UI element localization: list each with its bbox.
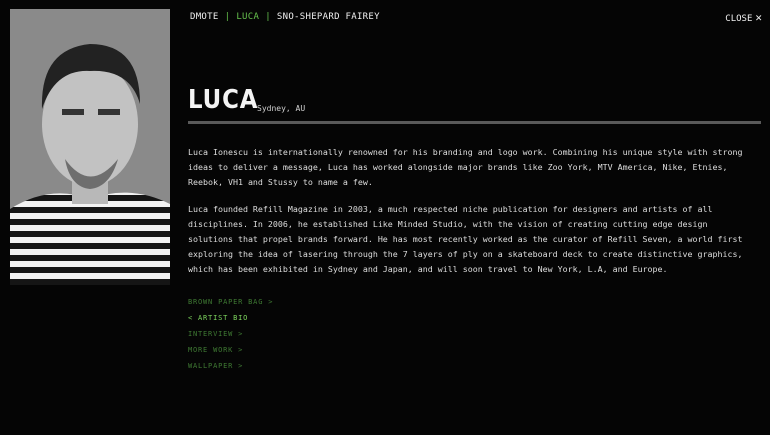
menu-item-wallpaper[interactable]: WALLPAPER > (188, 362, 244, 370)
menu-item-brown-paper-bag[interactable]: BROWN PAPER BAG > (188, 298, 274, 306)
artist-nav (190, 12, 380, 22)
nav-item-luca[interactable]: LUCA (236, 12, 260, 22)
artist-name: LUCA (188, 85, 259, 115)
bio-paragraph: Luca Ionescu is internationally renowned for his branding and logo work. Combining his unique style with strong ideas to deliver a message, Luca has worked alongside major brands like Zoo York, MTV America, Nike, Etnies, Reebok, VH1 and Stussy to name a few. (188, 147, 743, 187)
artist-portrait (10, 9, 170, 285)
menu-item-more-work[interactable]: MORE WORK > (188, 346, 244, 354)
nav-separator: | (265, 12, 271, 22)
menu-item-artist-bio[interactable]: < ARTIST BIO (188, 314, 249, 322)
artist-location: Sydney, AU (257, 104, 306, 113)
nav-separator: | (224, 12, 231, 22)
nav-item-sno-shepard-fairey[interactable]: SNO-SHEPARD FAIREY (276, 12, 380, 22)
section-menu (188, 294, 273, 374)
menu-item-interview[interactable]: INTERVIEW > (188, 330, 244, 338)
close-icon: ✕ (755, 11, 762, 24)
bio-paragraph: Luca founded Refill Magazine in 2003, a much respected niche publication for designers and artists of all disciplines. In 2006, he established Like Minded Studio, with the vision of creating cutting edge design solutions that propel brands forward. He has most recently worked as the curator of Refill Seven, a world first exploring the idea of lasering through the 7 layers of ply on a skateboard deck to create distinctive graphics, which has been exhibited in Sydney and Japan, and will soon travel to New York, L.A, and Europe. (188, 204, 743, 274)
close-label: CLOSE (725, 14, 753, 24)
artist-bio (188, 145, 746, 289)
close-button[interactable] (725, 11, 762, 24)
title-divider (188, 121, 761, 124)
nav-item-dmote[interactable]: DMOTE (190, 12, 219, 22)
